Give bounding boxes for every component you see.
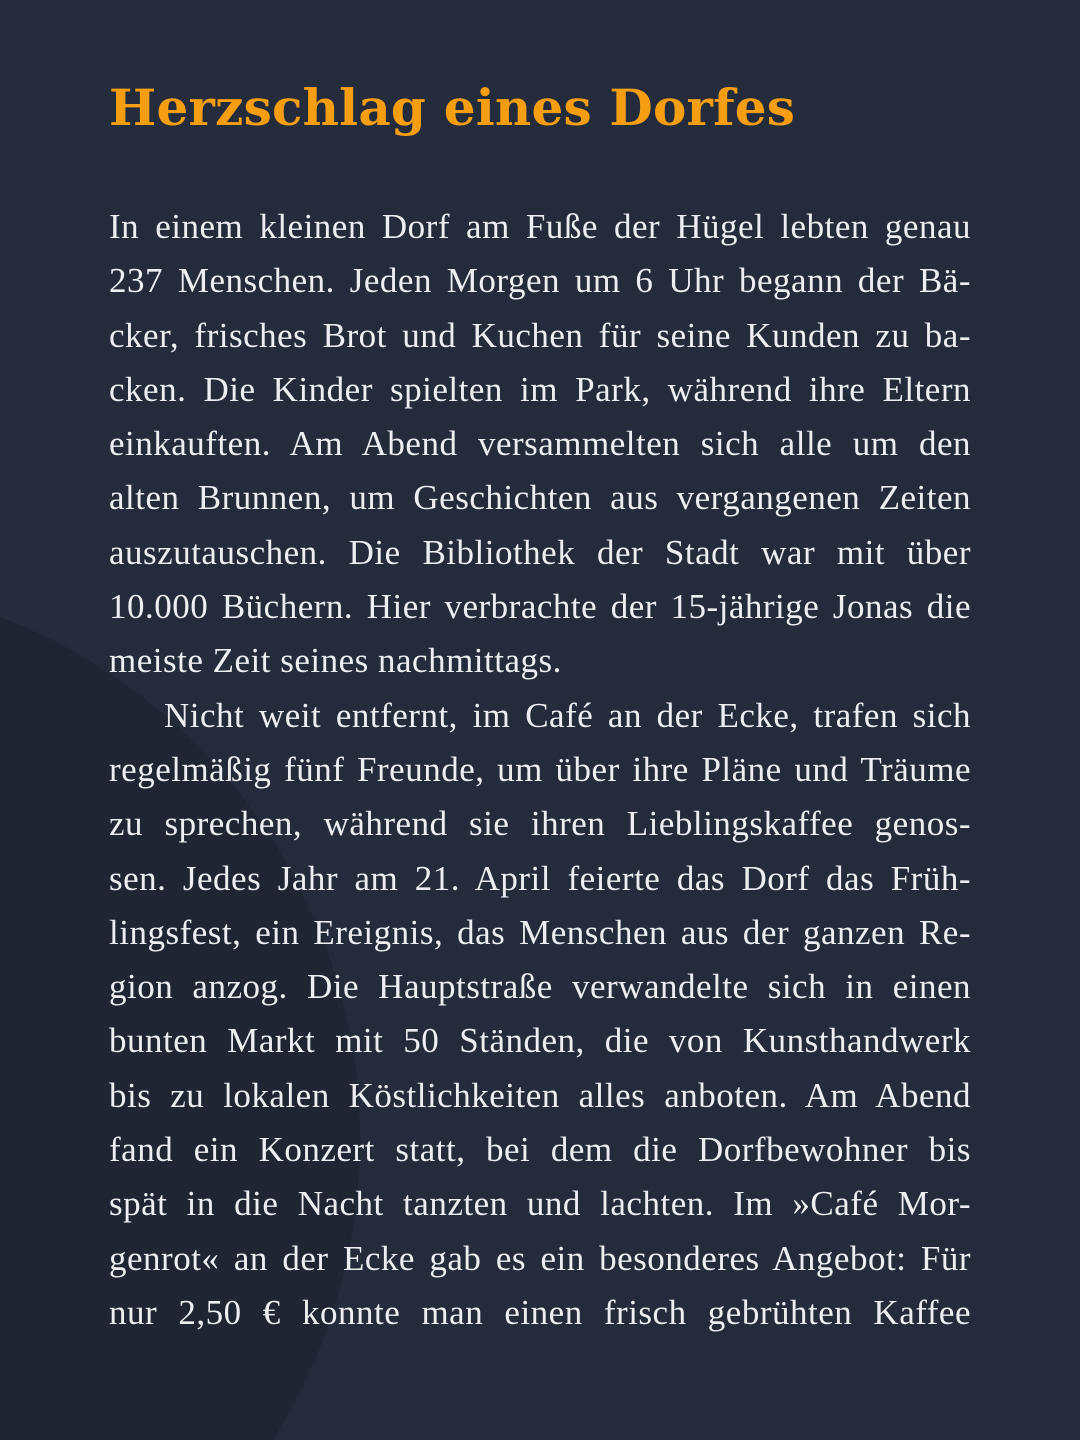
text-line: sen. Jedes Jahr am 21. April feierte das Dorf das Früh- (109, 858, 971, 898)
text-line: alten Brunnen, um Geschichten aus vergangenen Zeiten (109, 478, 971, 518)
text-line: meiste Zeit seines nachmittags. (109, 641, 562, 681)
article (109, 72, 971, 1340)
text-line: cker, frisches Brot und Kuchen für seine Kunden zu ba- (109, 315, 971, 355)
text-line: fand ein Konzert statt, bei dem die Dorfbewohner bis (109, 1130, 971, 1170)
text-line: gion anzog. Die Hauptstraße verwandelte sich in einen (109, 967, 971, 1007)
text-line: einkauften. Am Abend versammelten sich alle um den (109, 424, 971, 464)
text-line: cken. Die Kinder spielten im Park, während ihre Eltern (109, 369, 971, 409)
text-line: Nicht weit entfernt, im Café an der Ecke, trafen sich (164, 695, 971, 735)
text-line: nur 2,50 € konnte man einen frisch gebrühten Kaffee (109, 1292, 971, 1332)
text-line: regelmäßig fünf Freunde, um über ihre Pläne und Träume (109, 749, 971, 789)
text-line: auszutauschen. Die Bibliothek der Stadt war mit über (109, 532, 971, 572)
text-line: 237 Menschen. Jeden Morgen um 6 Uhr begann der Bä- (109, 261, 971, 301)
text-line: bunten Markt mit 50 Ständen, die von Kunsthandwerk (109, 1021, 971, 1061)
paragraph-2 (109, 689, 971, 1341)
text-line: 10.000 Büchern. Hier verbrachte der 15-jährige Jonas die (109, 587, 971, 627)
page-title: Herzschlag eines Dorfes (109, 78, 796, 137)
text-line: bis zu lokalen Köstlichkeiten alles anboten. Am Abend (109, 1075, 971, 1115)
text-line: zu sprechen, während sie ihren Lieblingskaffee genos- (109, 804, 971, 844)
text-line: genrot« an der Ecke gab es ein besonderes Angebot: Für (109, 1238, 971, 1278)
text-line: spät in die Nacht tanzten und lachten. Im »Café Mor- (109, 1184, 971, 1224)
paragraph-1 (109, 200, 971, 689)
text-line: In einem kleinen Dorf am Fuße der Hügel lebten genau (109, 207, 971, 246)
article-body (109, 200, 971, 1340)
text-line: lingsfest, ein Ereignis, das Menschen aus der ganzen Re- (109, 912, 971, 952)
